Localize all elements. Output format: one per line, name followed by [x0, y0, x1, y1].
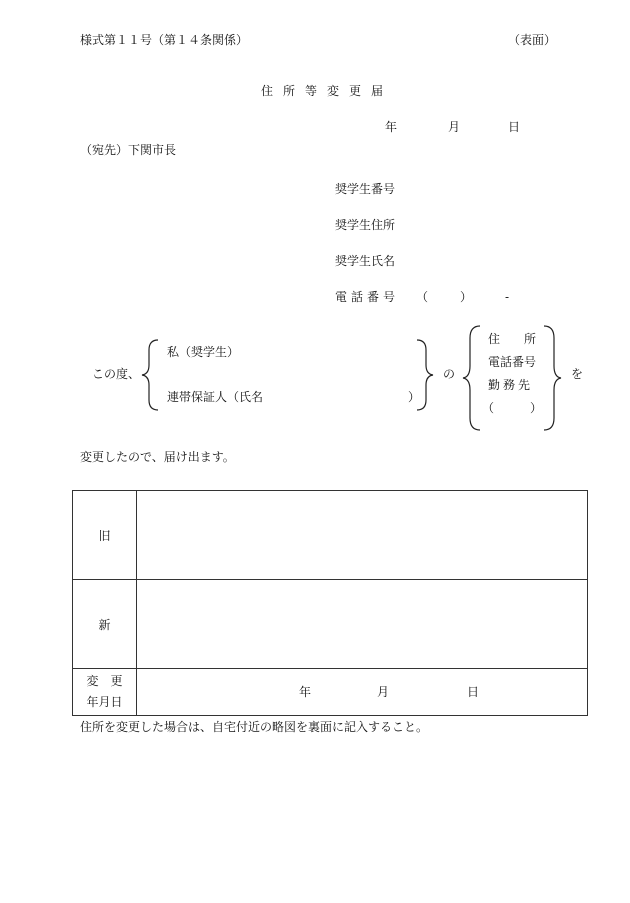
date-year-label: 年 — [385, 120, 398, 134]
phone-close-paren: ） — [460, 290, 473, 304]
item-phone: 電話番号 — [488, 355, 537, 369]
scholar-name-label: 奨学生氏名 — [335, 254, 396, 268]
new-label: 新 — [73, 580, 137, 669]
change-table — [72, 490, 588, 716]
left-bracket-close — [414, 340, 434, 410]
left-bracket-open — [146, 340, 166, 410]
right-bracket-close — [542, 326, 562, 430]
option-guarantor-close: ） — [408, 390, 421, 404]
item-workplace: 勤務先 — [488, 378, 534, 392]
phone-label: 電話番号 — [335, 290, 400, 304]
option-guarantor: 連帯保証人（氏名 — [167, 390, 264, 404]
change-day-label: 日 — [467, 685, 480, 699]
particle-no: の — [443, 367, 456, 381]
old-label: 旧 — [73, 491, 137, 580]
particle-wo: を — [571, 367, 584, 381]
change-date-cell[interactable] — [137, 669, 588, 716]
change-month-label: 月 — [377, 685, 390, 699]
form-number: 様式第１１号（第１４条関係） — [80, 33, 249, 47]
page-title: 住所等変更届 — [261, 84, 394, 98]
scholar-number-label: 奨学生番号 — [335, 182, 396, 196]
declaration: 変更したので、届け出ます。 — [80, 450, 235, 464]
old-value-cell[interactable] — [137, 491, 588, 580]
footnote: 住所を変更した場合は、自宅付近の略図を裏面に記入すること。 — [80, 720, 429, 734]
item-other: （ ） — [482, 401, 543, 415]
side-label: （表面） — [508, 33, 557, 47]
new-value-cell[interactable] — [137, 580, 588, 669]
change-year-label: 年 — [299, 685, 312, 699]
item-address: 住 所 — [488, 332, 537, 346]
option-self: 私（奨学生） — [167, 345, 240, 359]
date-day-label: 日 — [508, 120, 521, 134]
change-date-label — [73, 669, 137, 716]
phone-dash: - — [505, 290, 510, 304]
scholar-address-label: 奨学生住所 — [335, 218, 396, 232]
addressee: （宛先）下関市長 — [80, 143, 177, 157]
statement-prefix: この度、 — [92, 367, 141, 381]
change-label-line-1: 変 更 — [86, 674, 123, 688]
phone-open-paren: （ — [416, 290, 429, 304]
date-month-label: 月 — [448, 120, 461, 134]
change-label-line-2: 年月日 — [86, 695, 123, 709]
